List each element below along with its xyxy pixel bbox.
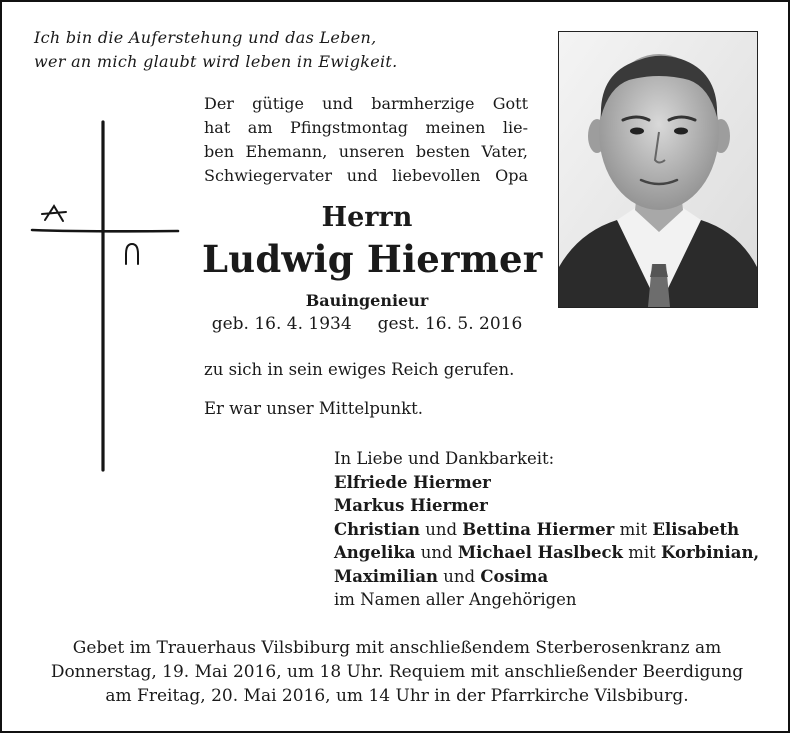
portrait-icon — [559, 32, 757, 307]
deceased-profession: Bauingenieur — [305, 291, 429, 310]
verse-line-2: wer an mich glaubt wird leben in Ewigkeit. — [34, 52, 398, 71]
service-line-1: Gebet im Trauerhaus Vilsbiburg mit anschließendem Sterberosenkranz am — [72, 638, 722, 658]
service-line-3: am Freitag, 20. Mai 2016, um 14 Uhr in der Pfarrkirche Vilsbiburg. — [105, 686, 689, 706]
bible-verse — [34, 26, 398, 74]
service-line-2: Donnerstag, 19. Mai 2016, um 18 Uhr. Requiem mit anschließender Beerdigung — [50, 662, 744, 682]
connector-text: und — [438, 566, 481, 586]
intro-line-2: hat am Pfingstmontag meinen lie- — [204, 118, 528, 137]
salutation: Herrn — [321, 202, 413, 233]
deceased-name: Ludwig Hiermer — [202, 237, 543, 281]
mourner-name: Maximilian — [334, 566, 439, 586]
intro-line-3: ben Ehemann, unseren besten Vater, — [204, 142, 528, 161]
life-dates — [202, 314, 532, 334]
mourners-list — [334, 447, 759, 612]
mourner-line: Elfriede Hiermer — [334, 472, 491, 492]
connector-text: und — [419, 519, 463, 539]
portrait-photo — [558, 31, 758, 308]
mourner-line — [334, 565, 759, 589]
intro-line-1: Der gütige und barmherzige Gott — [204, 94, 528, 113]
birth-date: geb. 16. 4. 1934 — [211, 314, 352, 334]
called-home-text: zu sich in sein ewiges Reich gerufen. — [204, 360, 515, 379]
intro-line-4: Schwiegervater und liebevollen Opa — [204, 166, 528, 185]
verse-line-1: Ich bin die Auferstehung und das Leben, — [34, 28, 377, 47]
connector-text: mit — [614, 519, 653, 539]
mourner-line — [334, 541, 759, 565]
mourners-footer: im Namen aller Angehörigen — [334, 590, 577, 609]
center-of-family-text: Er war unser Mittelpunkt. — [204, 399, 424, 418]
mourner-name: Elisabeth — [652, 519, 740, 539]
mourner-line: Markus Hiermer — [334, 496, 488, 515]
mourner-name: Christian — [334, 519, 420, 539]
death-date: gest. 16. 5. 2016 — [377, 314, 523, 334]
mourner-name: Bettina Hiermer — [462, 519, 615, 539]
connector-text: mit — [622, 543, 661, 562]
mourners-heading: In Liebe und Dankbarkeit: — [334, 449, 555, 468]
intro-text — [204, 92, 528, 188]
connector-text: und — [415, 543, 458, 562]
mourner-line — [334, 518, 759, 542]
mourner-name: Korbinian, — [661, 543, 760, 562]
mourner-name: Angelika — [334, 543, 416, 562]
alpha-omega-cross-icon — [30, 120, 190, 480]
mourner-name: Cosima — [480, 566, 549, 586]
mourner-name: Michael Haslbeck — [457, 543, 623, 562]
service-details — [22, 636, 772, 708]
